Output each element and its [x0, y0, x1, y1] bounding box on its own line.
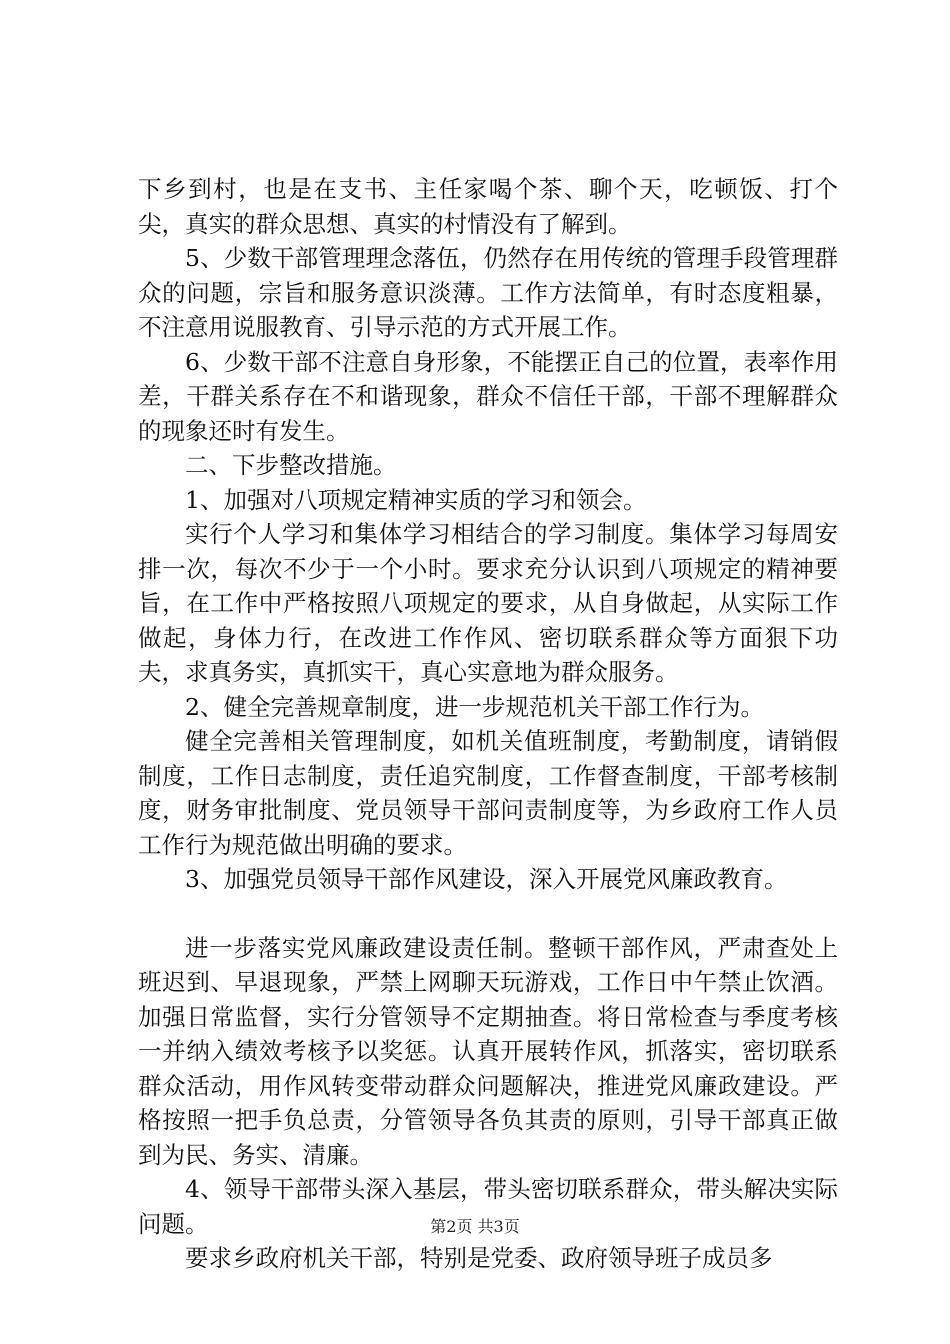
measure-heading-4: 4、领导干部带头深入基层，带头密切联系群众，带头解决实际问题。 — [138, 1175, 838, 1238]
section-heading-2: 二、下步整改措施。 — [185, 451, 397, 479]
paragraph-item-6: 6、少数干部不注意自身形象，不能摆正自己的位置，表率作用差，干群关系存在不和谐现象，群众不信任干部，干部不理解群众的现象还时有发生。 — [138, 347, 838, 445]
measure-heading-1: 1、加强对八项规定精神实质的学习和领会。 — [185, 485, 647, 514]
measure-body-3: 进一步落实党风廉政建设责任制。整顿干部作风，严肃查处上班迟到、早退现象，严禁上网聊天玩游戏，工作日中午禁止饮酒。加强日常监督，实行分管领导不定期抽查。将日常检查与季度考核一并纳入绩效考核予以奖惩。认真开展转作风，抓落实，密切联系群众活动，用作风转变带动群众问题解决，推进党风廉政建设。严格按照一把手负总责，分管领导各负其责的原则，引导干部真正做到为民、务实、清廉。 — [138, 933, 838, 1169]
measure-heading-2: 2、健全完善规章制度，进一步规范机关干部工作行为。 — [185, 692, 764, 721]
blank-line — [138, 897, 838, 931]
measure-body-4: 要求乡政府机关干部，特别是党委、政府领导班子成员多 — [185, 1244, 773, 1272]
measure-body-1: 实行个人学习和集体学习相结合的学习制度。集体学习每周安排一次，每次不少于一个小时。要求充分认识到八项规定的精神要旨，在工作中严格按照八项规定的要求，从自身做起，从实际工作做起，身体力行，在改进工作作风、密切联系群众等方面狠下功夫，求真务实，真抓实干，真心实意地为群众服务。 — [138, 520, 838, 686]
page-number-label: 第2页 共3页 — [430, 1217, 520, 1236]
paragraph-1: 下乡到村，也是在支书、主任家喝个茶、聊个天，吃顿饭、打个尖，真实的群众思想、真实的村情没有了解到。 — [138, 175, 838, 238]
paragraph-item-5: 5、少数干部管理理念落伍，仍然存在用传统的管理手段管理群众的问题，宗旨和服务意识淡薄。工作方法简单，有时态度粗暴，不注意用说服教育、引导示范的方式开展工作。 — [138, 244, 838, 341]
measure-heading-3: 3、加强党员领导干部作风建设，深入开展党风廉政教育。 — [185, 865, 788, 893]
page-footer — [0, 1214, 950, 1237]
measure-body-2: 健全完善相关管理制度，如机关值班制度，考勤制度，请销假制度，工作日志制度，责任追究制度，工作督查制度，干部考核制度，财务审批制度、党员领导干部问责制度等，为乡政府工作人员工作行为规范做出明确的要求。 — [138, 727, 838, 859]
document-body — [138, 172, 838, 1276]
